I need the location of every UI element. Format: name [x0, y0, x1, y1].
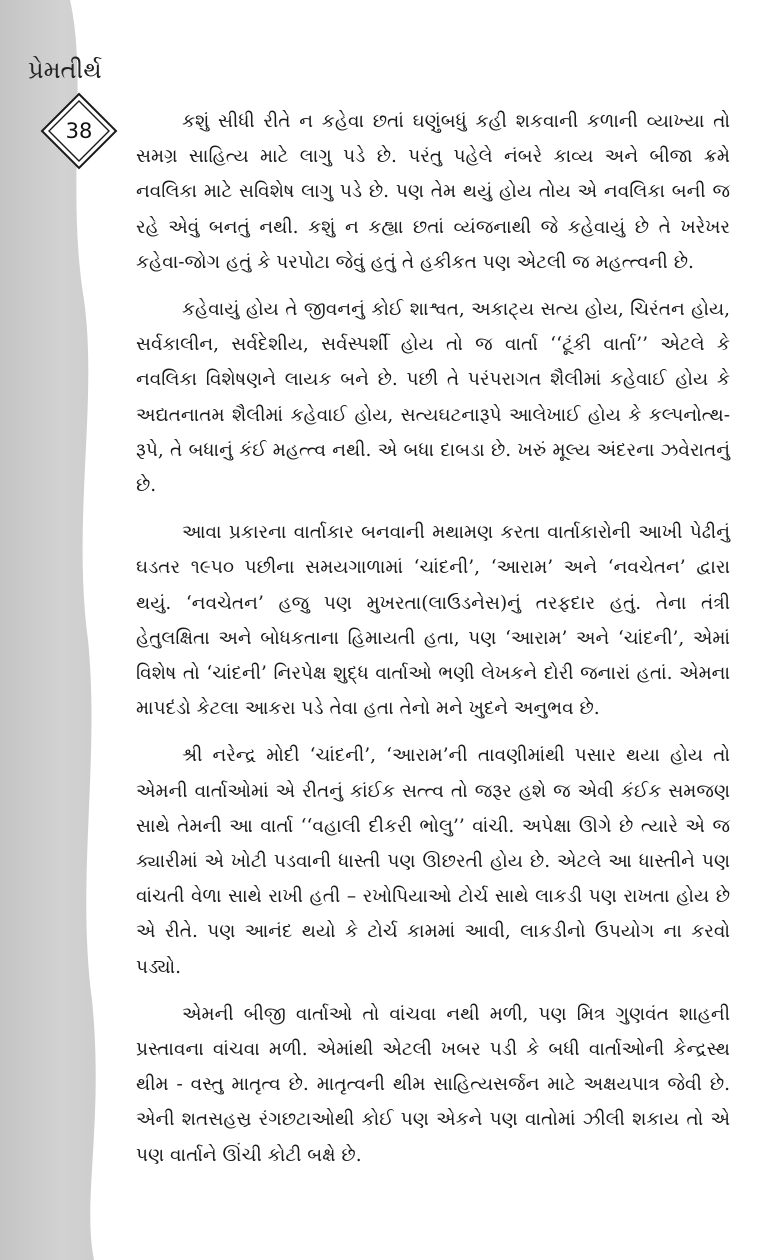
margin-brush-edge: [0, 0, 112, 1260]
paragraph: શ્રી નરેન્દ્ર મોદી ‘ચાંદની’, ‘આરામ’ની તાવણીમાંથી પસાર થયા હોય તો એમની વાર્તાઓમાં એ રીતનું કાંઈક સત્ત્વ તો જરૂર હશે જ એવી કંઈક સમજણ સાથે તેમની આ વાર્તા ‘‘વહાલી દીકરી ભોલુ’’ વાંચી. અપેક્ષા ઊગે છે ત્યારે એ જ ક્યારીમાં એ ખોટી પડવાની ધાસ્તી પણ ઊછરતી હોય છે. એટલે આ ધાસ્તીને પણ વાંચતી વેળા સાથે રાખી હતી – રખોપિયાઓ ટોર્ચ સાથે લાકડી પણ રાખતા હોય છે એ રીતે. પણ આનંદ થયો કે ટોર્ચ કામમાં આવી, લાકડીનો ઉપયોગ ના કરવો પડ્યો.: [136, 745, 730, 978]
paragraph: આવા પ્રકારના વાર્તાકાર બનવાની મથામણ કરતા વાર્તાકારોની આખી પેઢીનું ઘડતર ૧૯૫૦ પછીના સમયગાળામાં ‘ચાંદની’, ‘આરામ’ અને ‘નવચેતન’ દ્વારા થયું. ‘નવચેતન’ હજુ પણ મુખરતા(લાઉડનેસ)નું તરફદાર હતું. તેના તંત્રી હેતુલક્ષિતા અને બોધકતાના હિમાયતી હતા, પણ ‘આરામ’ અને ‘ચાંદની’, એમાં વિશેષ તો ‘ચાંદની’ નિરપેક્ષ શુદ્ધ વાર્તાઓ ભણી લેખકને દોરી જનારાં હતાં. એમના માપદંડો કેટલા આકરા પડે તેવા હતા તેનો મને ખુદને અનુભવ છે.: [136, 522, 730, 720]
page-number: 38: [65, 119, 93, 143]
paragraph: એમની બીજી વાર્તાઓ તો વાંચવા નથી મળી, પણ મિત્ર ગુણવંત શાહની પ્રસ્તાવના વાંચવા મળી. એમાંથી એટલી ખબર પડી કે બધી વાર્તાઓની કેન્દ્રસ્થ થીમ - વસ્તુ માતૃત્વ છે. માતૃત્વની થીમ સાહિત્યસર્જન માટે અક્ષયપાત્ર જેવી છે. એની શતસહસ્ર રંગછટાઓથી કોઈ પણ એકને પણ વાતોમાં ઝીલી શકાય તો એ પણ વાર્તાને ઊંચી કોટી બક્ષે છે.: [136, 1003, 730, 1166]
paragraph: કશું સીધી રીતે ન કહેવા છતાં ઘણુંબધું કહી શકવાની કળાની વ્યાખ્યા તો સમગ્ર સાહિત્ય માટે લાગુ પડે છે. પરંતુ પહેલે નંબરે કાવ્ય અને બીજા ક્રમે નવલિકા માટે સવિશેષ લાગુ પડે છે. પણ તેમ થયું હોય તોય એ નવલિકા બની જ રહે એવું બનતું નથી. કશું ન કહ્યા છતાં વ્યંજનાથી જે કહેવાયું છે તે ખરેખર કહેવા-જોગ હતું કે પરપોટા જેવું હતું તે હકીકત પણ એટલી જ મહત્ત્વની છે.: [136, 111, 730, 273]
paragraph: કહેવાયું હોય તે જીવનનું કોઈ શાશ્વત, અકાટ્ય સત્ય હોય, ચિરંતન હોય, સર્વકાલીન, સર્વદેશીય, સર્વસ્પર્શી હોય તો જ વાર્તા ‘‘ટૂંકી વાર્તા’’ એટલે કે નવલિકા વિશેષણને લાયક બને છે. પછી તે પરંપરાગત શૈલીમાં કહેવાઈ હોય કે અદ્યતનાતમ શૈલીમાં કહેવાઈ હોય, સત્યઘટનારૂપે આલેખાઈ હોય કે કલ્પનોત્થ-રૂપે, તે બધાનું કંઈ મહત્ત્વ નથી. એ બધા દાબડા છે. ખરું મૂલ્ય અંદરના ઝવેરાતનું છે.: [136, 299, 730, 497]
page-margin-strip: [0, 0, 112, 1260]
page-number-badge: [40, 92, 118, 170]
book-title-header: પ્રેમતીર્થ: [28, 56, 102, 84]
body-text: [136, 104, 730, 1185]
